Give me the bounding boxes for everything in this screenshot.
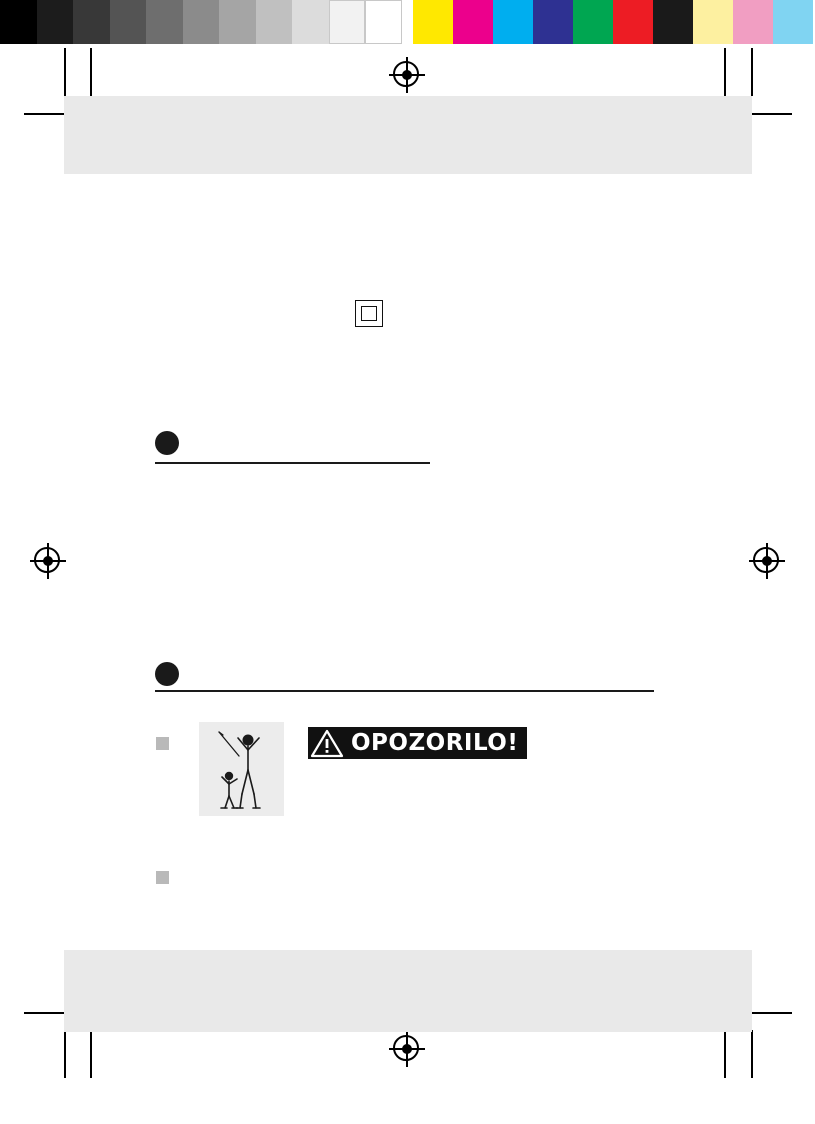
regmark-dot (762, 556, 772, 566)
warning-triangle-icon (308, 727, 346, 759)
gray-swatch-10 (365, 0, 402, 44)
list-marker-1 (156, 737, 169, 750)
print-control-strip (0, 0, 815, 44)
double-insulation-inner-square (361, 306, 377, 321)
color-swatch-6 (653, 0, 693, 44)
crop-mark-right-top-h (752, 113, 792, 115)
regmark-dot (402, 1044, 412, 1054)
crop-mark-bottom-left2-v (90, 1030, 92, 1078)
crop-mark-left-bottom-h (24, 1012, 64, 1014)
gray-swatch-4 (146, 0, 183, 44)
color-swatch-7 (693, 0, 733, 44)
double-insulation-symbol (355, 300, 383, 327)
footer-band (64, 950, 752, 1032)
section-rule-1 (155, 462, 430, 464)
gray-swatch-9 (329, 0, 366, 44)
gray-swatch-6 (219, 0, 256, 44)
crop-mark-bottom-right2-v (751, 1030, 753, 1078)
crop-mark-top-right2-v (751, 48, 753, 96)
regmark-bottom-center (389, 1031, 425, 1067)
regmark-dot (43, 556, 53, 566)
regmark-dot (402, 70, 412, 80)
color-swatch-1 (453, 0, 493, 44)
crop-mark-bottom-left-v (64, 1030, 66, 1078)
color-swatch-0 (413, 0, 453, 44)
keep-away-from-children-pictogram (199, 722, 284, 816)
color-swatch-4 (573, 0, 613, 44)
header-band (64, 96, 752, 174)
warning-banner (308, 727, 527, 759)
regmark-right-middle (749, 543, 785, 579)
gray-swatch-5 (183, 0, 220, 44)
list-marker-2 (156, 871, 169, 884)
regmark-top-center (389, 57, 425, 93)
color-swatch-9 (773, 0, 813, 44)
warning-label: OPOZORILO! (346, 727, 527, 759)
crop-mark-top-left-v (64, 48, 66, 96)
gray-swatch-0 (0, 0, 37, 44)
gray-swatch-2 (73, 0, 110, 44)
pictogram-artwork (199, 722, 284, 816)
warning-triangle-glyph (308, 727, 346, 759)
gray-swatch-8 (292, 0, 329, 44)
crop-mark-bottom-right-v (724, 1030, 726, 1078)
color-swatch-8 (733, 0, 773, 44)
crop-mark-top-left2-v (90, 48, 92, 96)
color-swatch-5 (613, 0, 653, 44)
crop-mark-top-right-v (724, 48, 726, 96)
color-bar-gap (402, 0, 413, 44)
regmark-left-middle (30, 543, 66, 579)
section-bullet-2 (155, 662, 179, 686)
section-bullet-1 (155, 431, 179, 455)
section-rule-2 (155, 690, 654, 692)
gray-swatch-7 (256, 0, 293, 44)
gray-swatch-3 (110, 0, 147, 44)
crop-mark-right-bottom-h (752, 1012, 792, 1014)
gray-swatch-1 (37, 0, 74, 44)
color-swatch-2 (493, 0, 533, 44)
color-swatch-3 (533, 0, 573, 44)
crop-mark-left-top-h (24, 113, 64, 115)
